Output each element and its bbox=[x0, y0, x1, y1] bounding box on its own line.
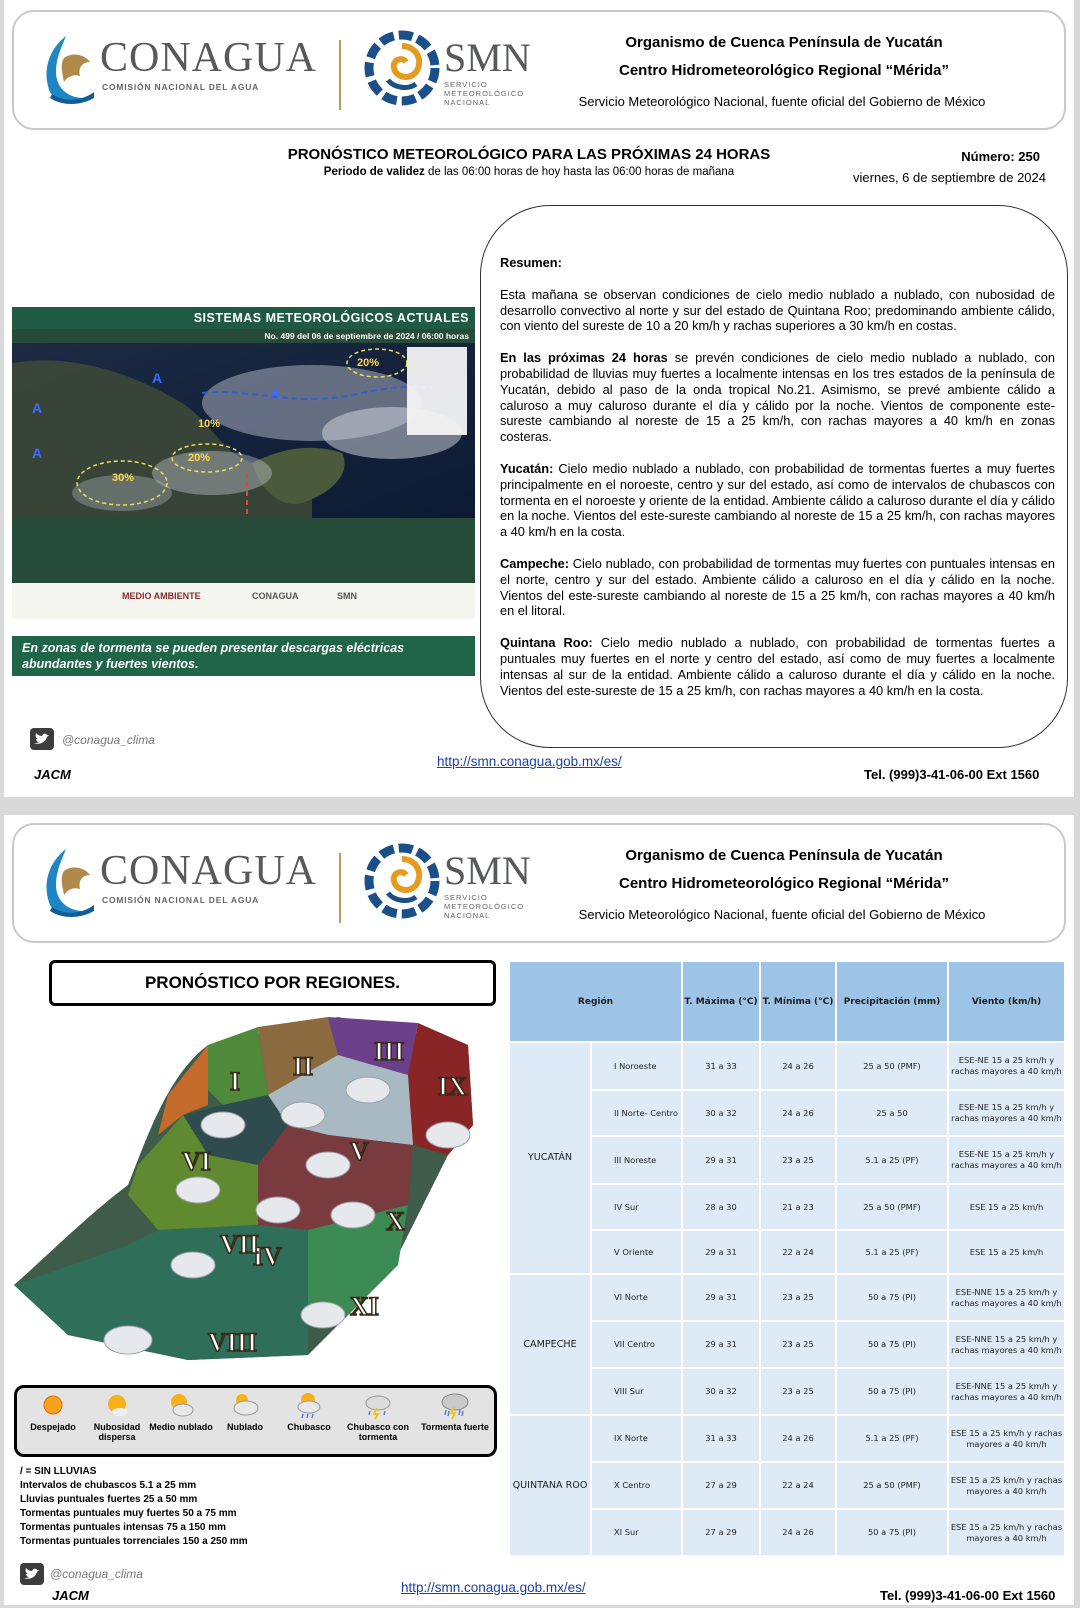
org-line-3: Servicio Meteorológico Nacional, fuente oficial del Gobierno de México bbox=[578, 94, 986, 109]
region-cell: VIII Sur bbox=[591, 1368, 682, 1415]
table-row bbox=[509, 1509, 1065, 1556]
precip-cell: 5.1 a 25 (PF) bbox=[836, 1415, 948, 1462]
summary-p5-body: Cielo medio nublado a nublado, con probabilidad de tormentas fuertes a puntuales muy fuertes en el norte y centro del estado, así como de muy fuertes a localmente intensas al sur de la entidad. Ambiente cálido a caluroso durante el día y cálido en la noche. Vientos del este-sureste de 15 a 25 km/h, con rachas mayores a 40 km/h en la costa. bbox=[500, 635, 1055, 698]
table-row bbox=[509, 1274, 1065, 1321]
bulletin-date: viernes, 6 de septiembre de 2024 bbox=[853, 170, 1046, 185]
legend-clear bbox=[21, 1390, 85, 1432]
wind-cell: ESE 15 a 25 km/h y rachas mayores a 40 km/h bbox=[948, 1462, 1065, 1509]
map-region-label-7: VII bbox=[220, 1230, 260, 1259]
col-header-region: Región bbox=[509, 961, 682, 1042]
note-line: Lluvias puntuales fuertes 25 a 50 mm bbox=[20, 1494, 198, 1505]
legend-shower-storm bbox=[341, 1390, 415, 1442]
table-row bbox=[509, 1042, 1065, 1090]
bulletin-title: PRONÓSTICO METEOROLÓGICO PARA LAS PRÓXIMAS 24 HORAS bbox=[287, 146, 771, 163]
map-region-label-4: IV bbox=[253, 1242, 282, 1271]
map-region-label-6: VI bbox=[182, 1147, 211, 1176]
precip-cell: 50 a 75 (PI) bbox=[836, 1509, 948, 1556]
legend-cloudy bbox=[213, 1390, 277, 1432]
wind-cell: ESE-NE 15 a 25 km/h y rachas mayores a 40 km/h bbox=[948, 1136, 1065, 1184]
sun-small-cloud-icon bbox=[102, 1390, 132, 1420]
summary-p4-body: Cielo nublado, con probabilidad de tormentas muy fuertes con puntuales intensas en el norte, centro y sur del estado. Ambiente cálido a caluroso en el día y cálido en la noche. Vientos del este-sureste cambiando al noreste de 15 a 25 km/h, con rachas mayores a 40 km/h en el litoral. bbox=[500, 555, 1055, 619]
regional-forecast-title: PRONÓSTICO POR REGIONES. bbox=[49, 960, 496, 1006]
page-header bbox=[12, 823, 1066, 943]
map-heading: SISTEMAS METEOROLÓGICOS ACTUALES bbox=[12, 307, 475, 329]
summary-p3-head: Yucatán: bbox=[500, 460, 554, 476]
phone-number: Tel. (999)3-41-06-00 Ext 1560 bbox=[880, 1588, 1056, 1603]
legend-scattered-label: Nubosidad dispersa bbox=[93, 1422, 141, 1442]
wind-cell: ESE-NNE 15 a 25 km/h y rachas mayores a 40 km/h bbox=[948, 1274, 1065, 1321]
svg-text:A: A bbox=[32, 445, 43, 461]
org-line-1: Organismo de Cuenca Península de Yucatán bbox=[625, 847, 943, 864]
org-line-1: Organismo de Cuenca Península de Yucatán bbox=[625, 34, 943, 51]
wind-cell: ESE 15 a 25 km/h y rachas mayores a 40 km/h bbox=[948, 1509, 1065, 1556]
wind-cell: ESE-NE 15 a 25 km/h y rachas mayores a 40 km/h bbox=[948, 1042, 1065, 1090]
conagua-small-logo: CONAGUA bbox=[252, 591, 299, 601]
svg-text:A: A bbox=[270, 385, 281, 401]
tmax-cell: 28 a 30 bbox=[682, 1184, 760, 1230]
tmin-cell: 22 a 24 bbox=[760, 1230, 836, 1274]
tmax-cell: 31 a 33 bbox=[682, 1042, 760, 1090]
summary-p2-body: se prevén condiciones de cielo medio nublado a nublado, con probabilidad de lluvias muy fuertes a localmente intensas en los tres estados de la península de Yucatán, debido al paso de la onda tropical No.21. Asimismo, se prevé ambiente cálido a caluroso a muy caluroso durante el día y cálido por la noche. Vientos de componente este-sureste cambiando al noreste de 15 a 25 km/h, con rachas mayores a 40 km/h en zonas costeras. bbox=[500, 350, 1055, 445]
note-line: / = SIN LLUVIAS bbox=[20, 1466, 97, 1477]
svg-text:A: A bbox=[152, 370, 163, 386]
legend-shower-storm-label: Chubasco con tormenta bbox=[346, 1422, 409, 1442]
precip-cell: 50 a 75 (PI) bbox=[836, 1368, 948, 1415]
legend-partly-cloudy bbox=[149, 1390, 213, 1432]
table-row bbox=[509, 1462, 1065, 1509]
tmin-cell: 23 a 25 bbox=[760, 1368, 836, 1415]
tmax-cell: 29 a 31 bbox=[682, 1321, 760, 1368]
map-region-label-3: III bbox=[374, 1037, 405, 1066]
map-region-label-11: XI bbox=[350, 1292, 379, 1321]
svg-text:A: A bbox=[32, 400, 43, 416]
org-line-3: Servicio Meteorológico Nacional, fuente oficial del Gobierno de México bbox=[578, 907, 986, 922]
tmin-cell: 21 a 23 bbox=[760, 1184, 836, 1230]
region-cell: X Centro bbox=[591, 1462, 682, 1509]
summary-p5-head: Quintana Roo: bbox=[500, 635, 593, 651]
conagua-wordmark: CONAGUA bbox=[100, 35, 317, 81]
conagua-logo bbox=[38, 32, 328, 112]
col-header-precip: Precipitación (mm) bbox=[836, 961, 948, 1042]
twitter-icon bbox=[30, 728, 54, 750]
page-header bbox=[12, 10, 1066, 130]
table-row bbox=[509, 1368, 1065, 1415]
conagua-logo bbox=[38, 845, 328, 925]
map-region-label-8: VIII bbox=[208, 1328, 258, 1357]
smn-logo bbox=[364, 843, 554, 929]
tmin-cell: 22 a 24 bbox=[760, 1462, 836, 1509]
precipitation-notes bbox=[20, 1465, 248, 1549]
table-header-row bbox=[509, 961, 1065, 1042]
org-line-2: Centro Hidrometeorológico Regional “Mérida” bbox=[618, 62, 950, 79]
table-row bbox=[509, 1184, 1065, 1230]
tmax-cell: 30 a 32 bbox=[682, 1090, 760, 1136]
region-cell: V Oriente bbox=[591, 1230, 682, 1274]
org-line-2: Centro Hidrometeorológico Regional “Mérida” bbox=[618, 875, 950, 892]
legend-scattered bbox=[85, 1390, 149, 1442]
legend-partly-cloudy-label: Medio nublado bbox=[149, 1422, 213, 1432]
map-prob-1: 10% bbox=[198, 418, 221, 430]
conagua-bird-icon bbox=[38, 32, 98, 106]
region-cell: IX Norte bbox=[591, 1415, 682, 1462]
wind-cell: ESE 15 a 25 km/h y rachas mayores a 40 km/h bbox=[948, 1415, 1065, 1462]
table-row bbox=[509, 1136, 1065, 1184]
col-header-tmin: T. Mínima (°C) bbox=[760, 961, 836, 1042]
summary-text bbox=[500, 255, 1055, 714]
author-initials: JACM bbox=[52, 1588, 89, 1603]
precip-cell: 50 a 75 (PI) bbox=[836, 1274, 948, 1321]
summary-paragraph-qroo bbox=[500, 635, 1055, 698]
twitter-icon bbox=[20, 1563, 44, 1585]
col-header-tmax: T. Máxima (°C) bbox=[682, 961, 760, 1042]
regions-map bbox=[8, 1015, 498, 1360]
table-row bbox=[509, 1230, 1065, 1274]
map-prob-4: 30% bbox=[112, 472, 135, 484]
author-initials: JACM bbox=[34, 767, 71, 782]
note-line: Tormentas puntuales intensas 75 a 150 mm bbox=[20, 1522, 227, 1533]
map-prob-2: 20% bbox=[357, 357, 380, 369]
bulletin-number: Número: 250 bbox=[961, 149, 1040, 164]
validity-label: Periodo de validez bbox=[323, 166, 425, 178]
smn-logo bbox=[364, 30, 554, 116]
regional-forecast-table bbox=[508, 960, 1066, 1557]
shower-icon bbox=[294, 1390, 324, 1420]
tmax-cell: 30 a 32 bbox=[682, 1368, 760, 1415]
col-header-wind: Viento (km/h) bbox=[948, 961, 1065, 1042]
note-line: Tormentas puntuales muy fuertes 50 a 75 mm bbox=[20, 1508, 237, 1519]
smn-swirl-icon bbox=[364, 30, 440, 106]
conagua-bird-icon bbox=[38, 845, 98, 919]
precip-cell: 25 a 50 bbox=[836, 1090, 948, 1136]
precip-cell: 25 a 50 (PMF) bbox=[836, 1184, 948, 1230]
precip-cell: 25 a 50 (PMF) bbox=[836, 1462, 948, 1509]
map-region-label-2: II bbox=[293, 1052, 314, 1081]
validity-line bbox=[204, 166, 854, 178]
region-cell: VI Norte bbox=[591, 1274, 682, 1321]
legend-clear-label: Despejado bbox=[30, 1422, 76, 1432]
region-cell: IV Sur bbox=[591, 1184, 682, 1230]
satellite-image bbox=[12, 343, 475, 518]
storm-warning: En zonas de tormenta se pueden presentar descargas eléctricas abundantes y fuertes vientos. bbox=[12, 636, 475, 676]
map-region-label-10: X bbox=[386, 1207, 405, 1236]
summary-paragraph-1: Esta mañana se observan condiciones de cielo medio nublado a nublado, con nubosidad de desarrollo convectivo al norte y sur del estado de Quintana Roo; predominando ambiente cálido, con viento del sureste de 10 a 20 km/h y rachas superiores a 30 km/h en costas. bbox=[500, 286, 1055, 334]
region-cell: III Noreste bbox=[591, 1136, 682, 1184]
state-cell: QUINTANA ROO bbox=[509, 1415, 591, 1556]
conagua-subtitle: COMISIÓN NACIONAL DEL AGUA bbox=[102, 895, 260, 905]
note-line: Tormentas puntuales torrenciales 150 a 250 mm bbox=[20, 1536, 248, 1547]
strong-storm-icon bbox=[440, 1390, 470, 1420]
logo-divider bbox=[339, 853, 341, 923]
summary-p3-body: Cielo medio nublado a nublado, con probabilidad de tormentas fuertes a muy fuertes principalmente en el noroeste, centro y sur del estado, así como de intervalos de chubascos con tormenta en el noroeste y oriente de la entidad. Ambiente cálido a caluroso durante el día y cálido en la noche. Vientos del este-sureste cambiando al noreste de 15 a 25 km/h, con rachas mayores a 40 km/h en la costa. bbox=[500, 460, 1055, 540]
table-row bbox=[509, 1415, 1065, 1462]
tmax-cell: 27 a 29 bbox=[682, 1462, 760, 1509]
legend-cloudy-label: Nublado bbox=[227, 1422, 263, 1432]
smn-link[interactable]: http://smn.conagua.gob.mx/es/ bbox=[401, 1580, 586, 1595]
table-row bbox=[509, 1090, 1065, 1136]
table-body bbox=[509, 1042, 1065, 1556]
legend-strong-storm bbox=[415, 1390, 495, 1432]
summary-paragraph-2 bbox=[500, 350, 1055, 445]
tmin-cell: 24 a 26 bbox=[760, 1415, 836, 1462]
map-prob-3: 20% bbox=[188, 452, 211, 464]
map-region-label-1: I bbox=[230, 1067, 241, 1096]
tmin-cell: 23 a 25 bbox=[760, 1274, 836, 1321]
wind-cell: ESE 15 a 25 km/h bbox=[948, 1184, 1065, 1230]
wind-cell: ESE-NE 15 a 25 km/h y rachas mayores a 40 km/h bbox=[948, 1090, 1065, 1136]
weather-systems-map bbox=[12, 307, 475, 619]
region-cell: VII Centro bbox=[591, 1321, 682, 1368]
summary-paragraph-yucatan bbox=[500, 461, 1055, 540]
legend-shower bbox=[277, 1390, 341, 1432]
region-cell: I Noroeste bbox=[591, 1042, 682, 1090]
phone-number: Tel. (999)3-41-06-00 Ext 1560 bbox=[864, 767, 1040, 782]
weather-legend bbox=[14, 1385, 497, 1457]
table-row bbox=[509, 1321, 1065, 1368]
legend-shower-label: Chubasco bbox=[287, 1422, 331, 1432]
conagua-subtitle: COMISIÓN NACIONAL DEL AGUA bbox=[102, 82, 260, 92]
cloud-icon bbox=[230, 1390, 260, 1420]
smn-small-logo: SMN bbox=[337, 591, 357, 601]
legend-strong-storm-label: Tormenta fuerte bbox=[421, 1422, 489, 1432]
state-cell: YUCATÁN bbox=[509, 1042, 591, 1274]
twitter-handle[interactable]: @conagua_clima bbox=[50, 1567, 143, 1581]
tmax-cell: 31 a 33 bbox=[682, 1415, 760, 1462]
summary-paragraph-campeche bbox=[500, 556, 1055, 619]
precip-cell: 25 a 50 (PMF) bbox=[836, 1042, 948, 1090]
tmin-cell: 23 a 25 bbox=[760, 1136, 836, 1184]
tmax-cell: 27 a 29 bbox=[682, 1509, 760, 1556]
tmin-cell: 24 a 26 bbox=[760, 1090, 836, 1136]
smn-wordmark: SMN bbox=[444, 35, 531, 80]
sun-icon bbox=[38, 1390, 68, 1420]
precip-cell: 5.1 a 25 (PF) bbox=[836, 1230, 948, 1274]
tmin-cell: 24 a 26 bbox=[760, 1042, 836, 1090]
map-region-label-5: V bbox=[350, 1137, 369, 1166]
wind-cell: ESE-NNE 15 a 25 km/h y rachas mayores a 40 km/h bbox=[948, 1321, 1065, 1368]
precip-cell: 50 a 75 (PI) bbox=[836, 1321, 948, 1368]
tmax-cell: 29 a 31 bbox=[682, 1230, 760, 1274]
smn-link[interactable]: http://smn.conagua.gob.mx/es/ bbox=[437, 754, 622, 769]
tmax-cell: 29 a 31 bbox=[682, 1136, 760, 1184]
smn-subtitle: SERVICIO METEOROLÓGICO NACIONAL bbox=[444, 893, 525, 920]
tmin-cell: 24 a 26 bbox=[760, 1509, 836, 1556]
tmin-cell: 23 a 25 bbox=[760, 1321, 836, 1368]
region-cell: II Norte- Centro bbox=[591, 1090, 682, 1136]
validity-text: de las 06:00 horas de hoy hasta las 06:00 horas de mañana bbox=[424, 166, 735, 178]
smn-subtitle: SERVICIO METEOROLÓGICO NACIONAL bbox=[444, 80, 525, 107]
logo-divider bbox=[339, 40, 341, 110]
summary-p2-head: En las próximas 24 horas bbox=[500, 350, 668, 366]
wind-cell: ESE-NNE 15 a 25 km/h y rachas mayores a 40 km/h bbox=[948, 1368, 1065, 1415]
note-line: Intervalos de chubascos 5.1 a 25 mm bbox=[20, 1480, 197, 1491]
shower-storm-icon bbox=[363, 1390, 393, 1420]
smn-swirl-icon bbox=[364, 843, 440, 919]
wind-cell: ESE 15 a 25 km/h bbox=[948, 1230, 1065, 1274]
map-region-label-9: IX bbox=[438, 1072, 467, 1101]
summary-title: Resumen: bbox=[500, 255, 562, 270]
map-subheading: No. 499 del 06 de septiembre de 2024 / 06:00 horas bbox=[264, 331, 469, 341]
summary-p4-head: Campeche: bbox=[500, 555, 569, 571]
region-cell: XI Sur bbox=[591, 1509, 682, 1556]
partly-cloudy-icon bbox=[166, 1390, 196, 1420]
conagua-wordmark: CONAGUA bbox=[100, 848, 317, 894]
bulletin-page-1 bbox=[4, 0, 1074, 797]
precip-cell: 5.1 a 25 (PF) bbox=[836, 1136, 948, 1184]
medio-ambiente-logo: MEDIO AMBIENTE bbox=[122, 591, 201, 601]
tmax-cell: 29 a 31 bbox=[682, 1274, 760, 1321]
bulletin-page-2 bbox=[4, 815, 1074, 1605]
twitter-handle[interactable]: @conagua_clima bbox=[62, 733, 155, 747]
state-cell: CAMPECHE bbox=[509, 1274, 591, 1415]
map-footer bbox=[12, 583, 475, 619]
smn-wordmark: SMN bbox=[444, 848, 531, 893]
